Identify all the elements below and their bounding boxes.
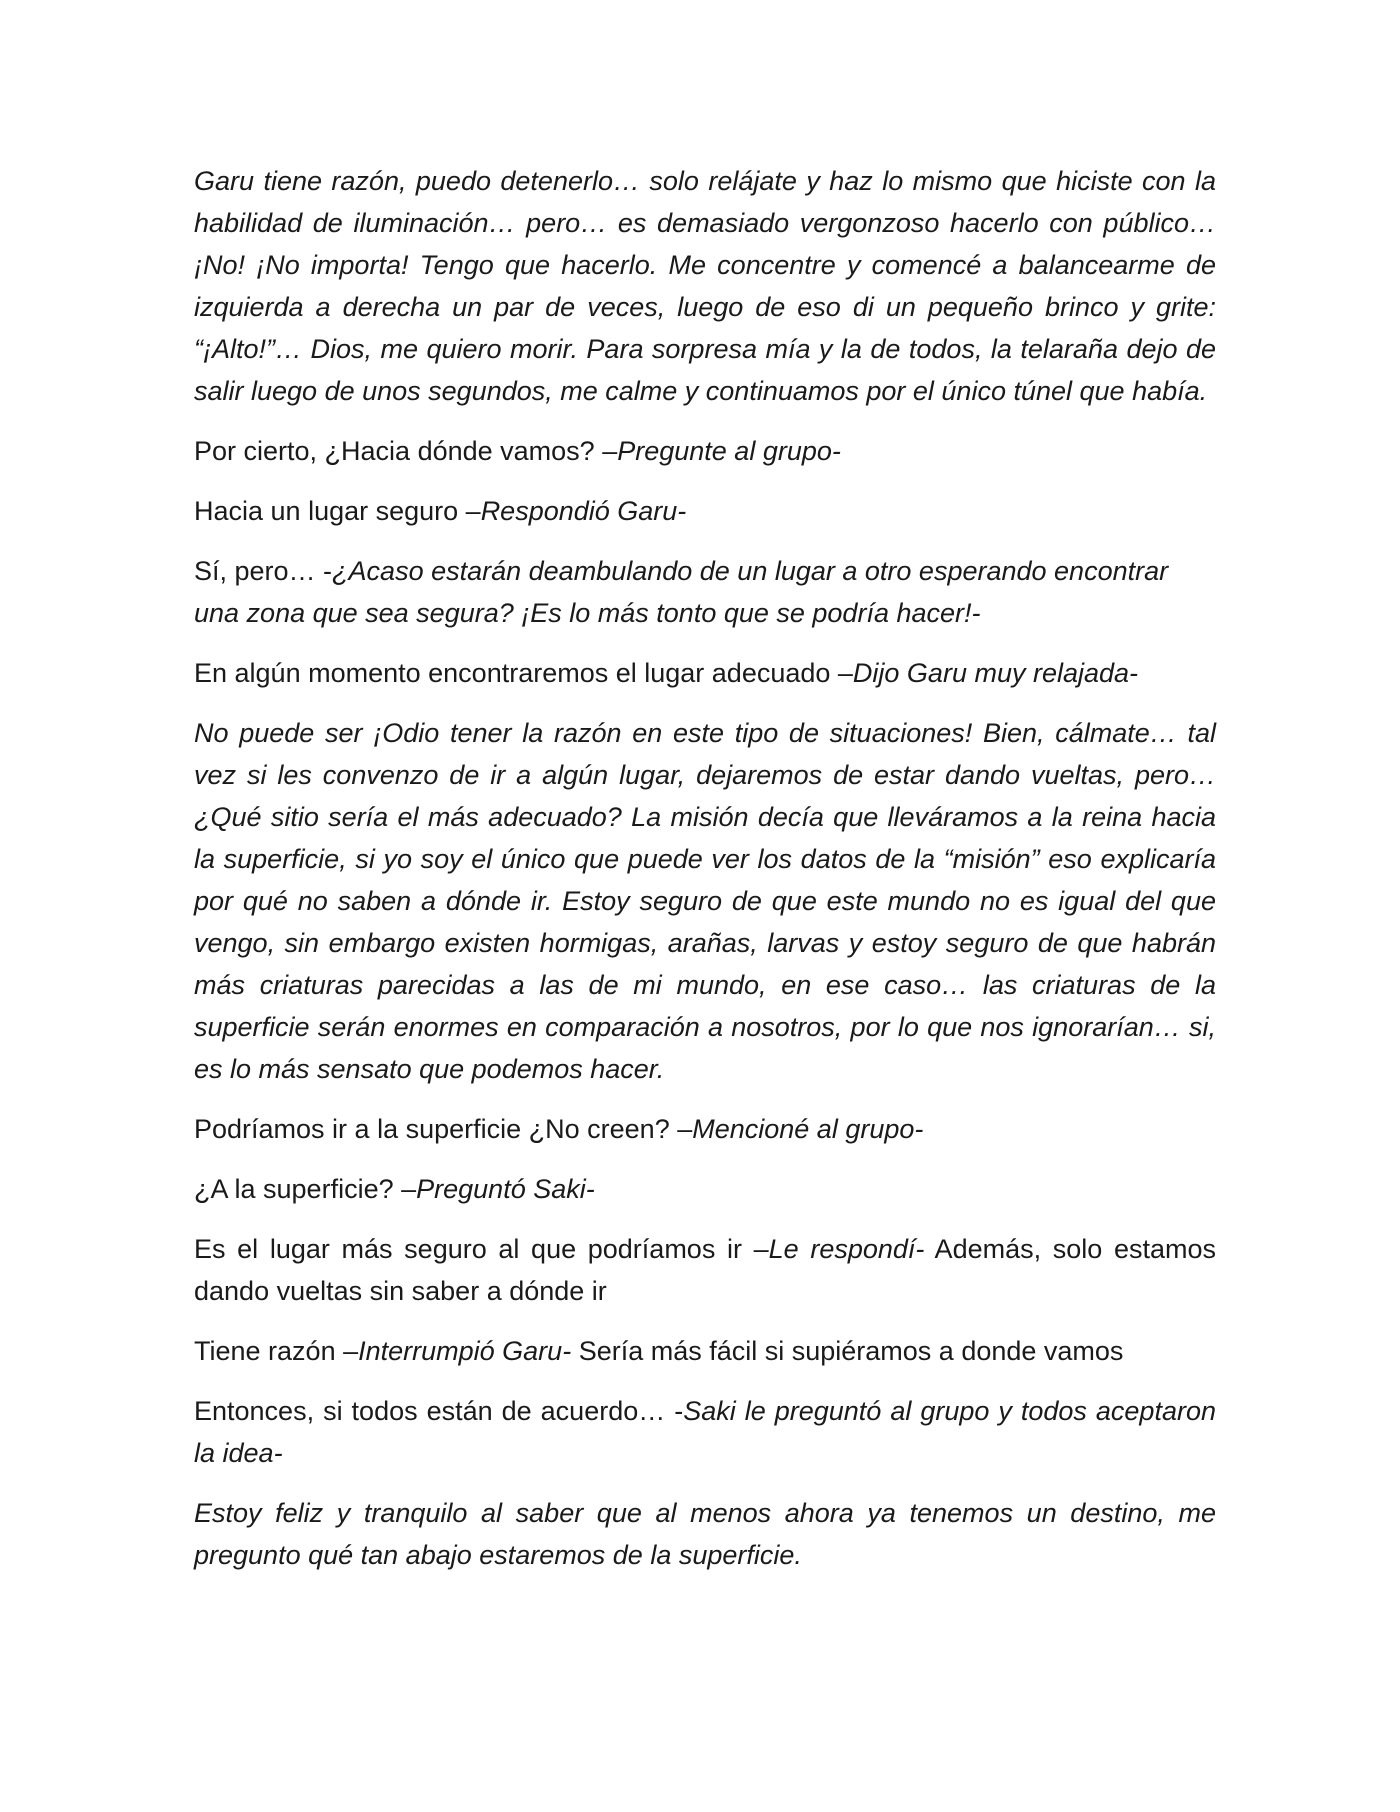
dialogue-line: Además, solo estamos dando vueltas sin saber a dónde ir (194, 1234, 1216, 1306)
dialogue-tag: Pregunte al grupo- (617, 436, 841, 466)
paragraph-dialogue (194, 1108, 1216, 1150)
dialogue-line: Entonces, si todos están de acuerdo… - (194, 1396, 684, 1426)
dialogue-tag: Mencioné al grupo- (692, 1114, 924, 1144)
dialogue-line: Podríamos ir a la superficie ¿No creen? – (194, 1114, 693, 1144)
inner-thought: ¿Acaso estarán deambulando de un lugar a otro esperando encontrar una zona que sea segura? ¡Es lo más tonto que se podría hacer!- (194, 556, 1169, 628)
dialogue-line: Sería más fácil si supiéramos a donde vamos (571, 1336, 1124, 1366)
paragraph-dialogue (194, 1168, 1216, 1210)
paragraph-dialogue (194, 652, 1216, 694)
text-body (194, 160, 1216, 1594)
dialogue-line: ¿A la superficie? – (194, 1174, 417, 1204)
dialogue-tag: Respondió Garu- (480, 496, 687, 526)
paragraph-dialogue (194, 1390, 1216, 1474)
dialogue-tag: Preguntó Saki- (416, 1174, 595, 1204)
dialogue-tag: Interrumpió Garu- (358, 1336, 572, 1366)
paragraph-dialogue (194, 550, 1216, 634)
paragraph-dialogue (194, 1228, 1216, 1312)
paragraph-narration: No puede ser ¡Odio tener la razón en este tipo de situaciones! Bien, cálmate… tal vez si les convenzo de ir a algún lugar, dejaremos de estar dando vueltas, pero… ¿Qué sitio sería el más adecuado? La misión decía que lleváramos a la reina hacia la superficie, si yo soy el único que puede ver los datos de la “misión” eso explicaría por qué no saben a dónde ir. Estoy seguro de que este mundo no es igual del que vengo, sin embargo existen hormigas, arañas, larvas y estoy seguro de que habrán más criaturas parecidas a las de mi mundo, en ese caso… las criaturas de la superficie serán enormes en comparación a nosotros, por lo que nos ignorarían… si, es lo más sensato que podemos hacer. (194, 718, 1216, 1084)
paragraph-dialogue (194, 1330, 1216, 1372)
dialogue-tag: Saki le preguntó al grupo y todos aceptaron la idea- (194, 1396, 1216, 1468)
dialogue-line: Tiene razón – (194, 1336, 359, 1366)
paragraph-dialogue (194, 490, 1216, 532)
dialogue-line: En algún momento encontraremos el lugar adecuado – (194, 658, 853, 688)
dialogue-line: Es el lugar más seguro al que podríamos ir – (194, 1234, 769, 1264)
dialogue-tag: Dijo Garu muy relajada- (852, 658, 1139, 688)
dialogue-line: Por cierto, ¿Hacia dónde vamos? – (194, 436, 618, 466)
paragraph-narration: Estoy feliz y tranquilo al saber que al menos ahora ya tenemos un destino, me pregunto qué tan abajo estaremos de la superficie. (194, 1498, 1216, 1570)
dialogue-line: Hacia un lugar seguro – (194, 496, 481, 526)
paragraph-dialogue (194, 430, 1216, 472)
paragraph-narration: Garu tiene razón, puedo detenerlo… solo relájate y haz lo mismo que hiciste con la habilidad de iluminación… pero… es demasiado vergonzoso hacerlo con público… ¡No! ¡No importa! Tengo que hacerlo. Me concentre y comencé a balancearme de izquierda a derecha un par de veces, luego de eso di un pequeño brinco y grite: “¡Alto!”… Dios, me quiero morir. Para sorpresa mía y la de todos, la telaraña dejo de salir luego de unos segundos, me calme y continuamos por el único túnel que había. (194, 166, 1216, 406)
dialogue-tag: Le respondí- (768, 1234, 925, 1264)
dialogue-line: Sí, pero… - (194, 556, 333, 586)
